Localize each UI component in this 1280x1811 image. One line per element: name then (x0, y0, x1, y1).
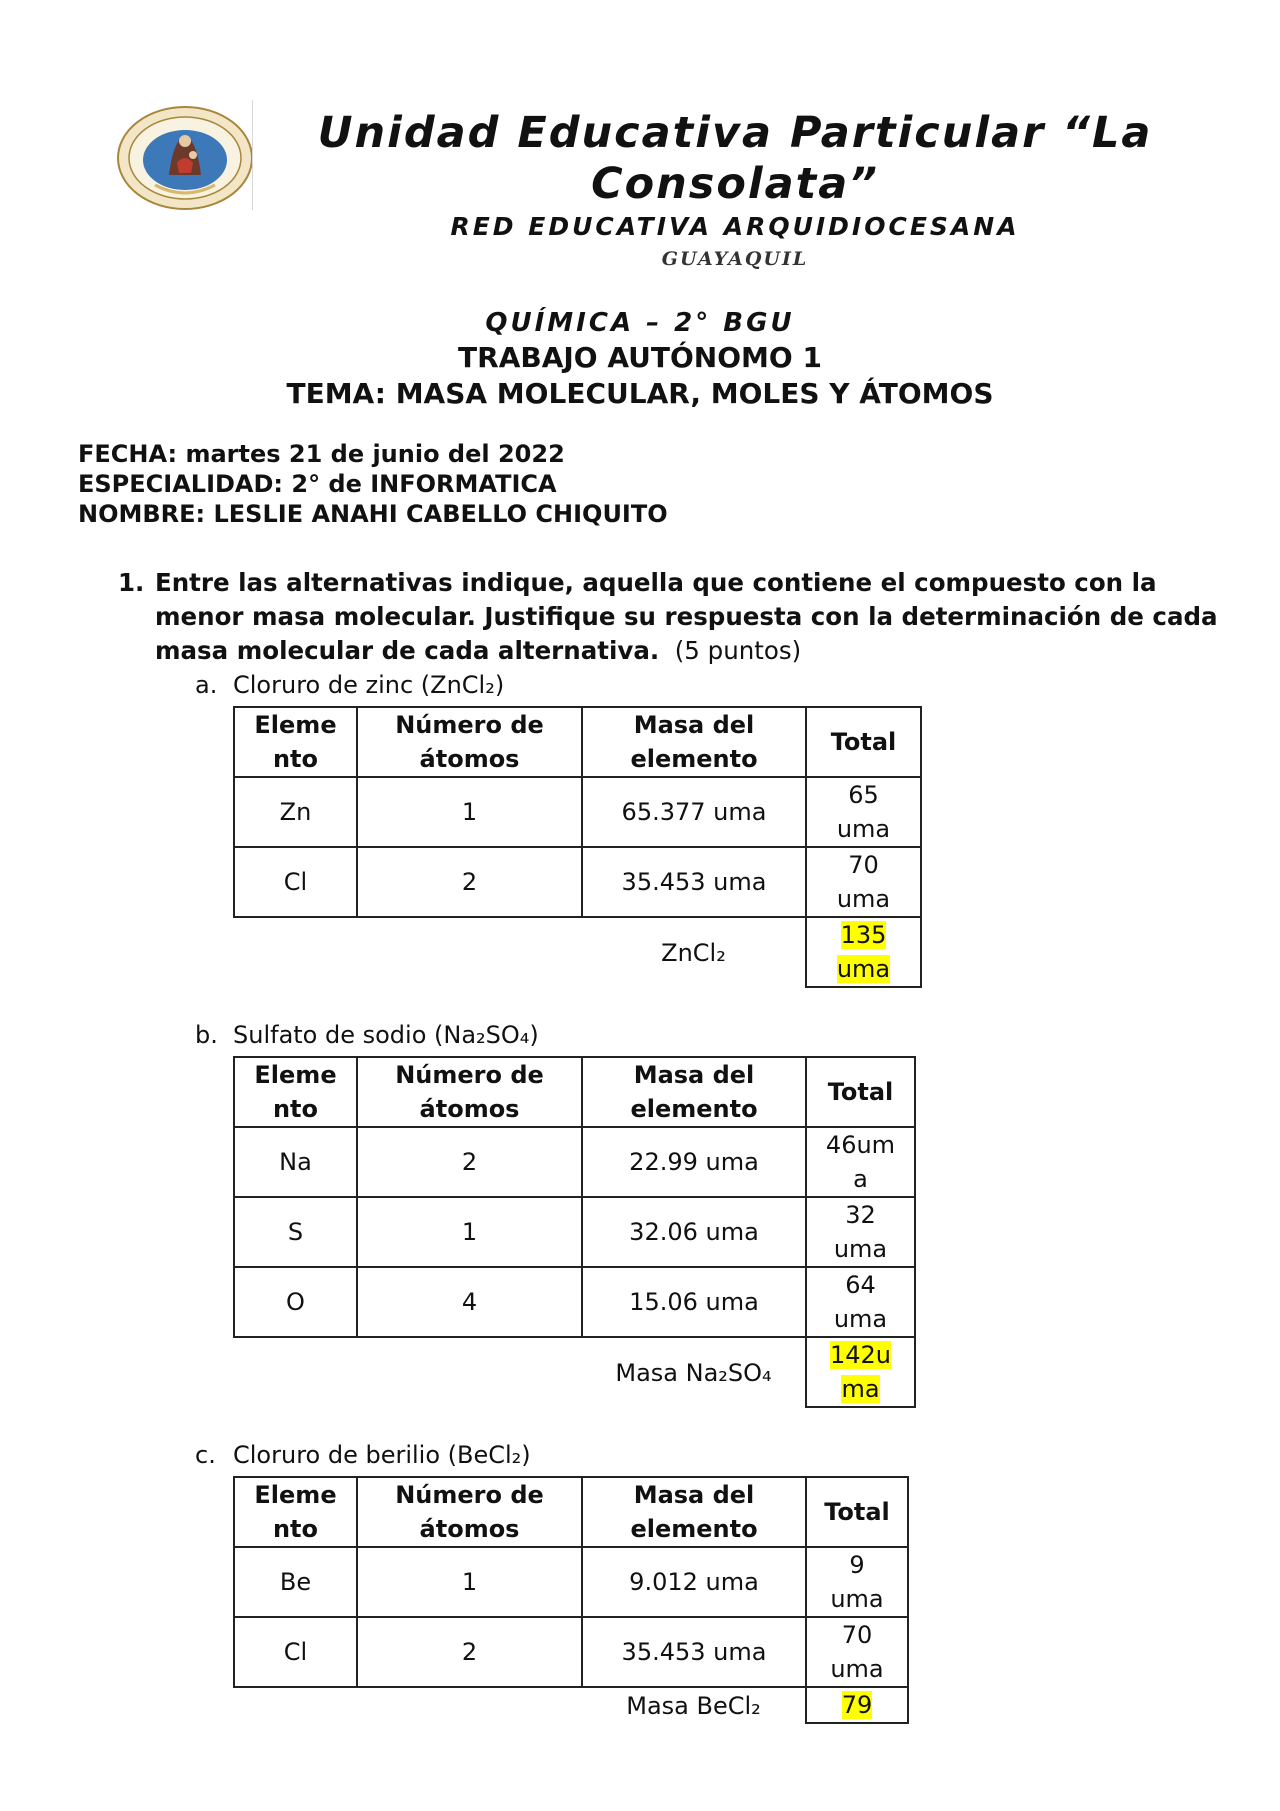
sum-total: 79 (806, 1687, 908, 1723)
cell-total: 70 uma (806, 847, 921, 917)
header-divider (252, 100, 253, 210)
cell-mass: 9.012 uma (582, 1547, 806, 1617)
header-mass: Masa del elemento (582, 707, 806, 777)
header-element: Eleme nto (234, 1477, 357, 1547)
network-name: RED EDUCATIVA ARQUIDIOCESANA (450, 212, 1020, 241)
assignment-title: TRABAJO AUTÓNOMO 1 (458, 341, 822, 374)
city-name: GUAYAQUIL (661, 248, 809, 270)
cell-mass: 32.06 uma (582, 1197, 806, 1267)
table-row (234, 777, 921, 847)
sum-label: Masa BeCl₂ (626, 1691, 761, 1720)
cell-mass: 65.377 uma (582, 777, 806, 847)
header-atoms: Número de átomos (357, 1057, 582, 1127)
table-sum-row (234, 1337, 915, 1407)
table-row (234, 1617, 908, 1687)
header-atoms: Número de átomos (357, 707, 582, 777)
header-element: Eleme nto (234, 707, 357, 777)
cell-element: O (234, 1267, 357, 1337)
cell-element: Be (234, 1547, 357, 1617)
alternative-a-label: a. Cloruro de zinc (ZnCl₂) (195, 671, 505, 699)
alternative-c-label: c. Cloruro de berilio (BeCl₂) (195, 1441, 531, 1469)
school-seal-icon (115, 105, 255, 211)
cell-total: 64 uma (806, 1267, 915, 1337)
table-header-row (234, 1477, 908, 1547)
table-sum-row (234, 917, 921, 987)
table-row (234, 1547, 908, 1617)
cell-mass: 35.453 uma (582, 1617, 806, 1687)
cell-atoms: 4 (357, 1267, 582, 1337)
cell-atoms: 2 (357, 847, 582, 917)
school-logo (115, 105, 255, 211)
cell-mass: 35.453 uma (582, 847, 806, 917)
specialty-field: ESPECIALIDAD: 2° de INFORMATICA (78, 470, 557, 498)
cell-atoms: 1 (357, 777, 582, 847)
cell-atoms: 1 (357, 1547, 582, 1617)
table-header-row (234, 1057, 915, 1127)
header-mass: Masa del elemento (582, 1477, 806, 1547)
alternative-b-label: b. Sulfato de sodio (Na₂SO₄) (195, 1021, 539, 1049)
cell-total: 9 uma (806, 1547, 908, 1617)
school-name-line1: Unidad Educativa Particular “La (317, 108, 1153, 158)
cell-total: 65 uma (806, 777, 921, 847)
table-row (234, 847, 921, 917)
header-total: Total (806, 1057, 915, 1127)
question-text: Entre las alternativas indique, aquella que contiene el compuesto con la menor masa molecular. Justifique su respuesta con la determinación de cada masa molecular de cada alternativa. (155, 568, 1218, 665)
cell-total: 70 uma (806, 1617, 908, 1687)
question-points: (5 puntos) (674, 636, 802, 665)
table-row (234, 1197, 915, 1267)
table-header-row (234, 707, 921, 777)
table-sum-row (234, 1687, 908, 1723)
cell-element: Na (234, 1127, 357, 1197)
cell-element: Cl (234, 1617, 357, 1687)
sum-label: Masa Na₂SO₄ (615, 1358, 772, 1387)
question-1 (118, 566, 1218, 668)
cell-element: S (234, 1197, 357, 1267)
date-field: FECHA: martes 21 de junio del 2022 (78, 440, 565, 468)
cell-total: 32 uma (806, 1197, 915, 1267)
table-row (234, 1267, 915, 1337)
topic-title: TEMA: MASA MOLECULAR, MOLES Y ÁTOMOS (286, 377, 994, 410)
header-atoms: Número de átomos (357, 1477, 582, 1547)
header-total: Total (806, 707, 921, 777)
cell-mass: 15.06 uma (582, 1267, 806, 1337)
sum-total: 135 uma (806, 917, 921, 987)
table-row (234, 1127, 915, 1197)
name-field: NOMBRE: LESLIE ANAHI CABELLO CHIQUITO (78, 500, 668, 528)
school-name-line2: Consolata” (591, 159, 879, 209)
question-number: 1. (118, 568, 145, 597)
subject-title: QUÍMICA – 2° BGU (485, 308, 795, 338)
school-name (270, 108, 1200, 210)
cell-element: Zn (234, 777, 357, 847)
cell-atoms: 2 (357, 1617, 582, 1687)
cell-mass: 22.99 uma (582, 1127, 806, 1197)
cell-element: Cl (234, 847, 357, 917)
cell-atoms: 1 (357, 1197, 582, 1267)
header-mass: Masa del elemento (582, 1057, 806, 1127)
sum-label: ZnCl₂ (661, 938, 726, 967)
cell-total: 46um a (806, 1127, 915, 1197)
table-becl2 (233, 1476, 909, 1724)
table-na2so4 (233, 1056, 916, 1408)
sum-total: 142u ma (806, 1337, 915, 1407)
cell-atoms: 2 (357, 1127, 582, 1197)
table-zncl2 (233, 706, 922, 988)
header-element: Eleme nto (234, 1057, 357, 1127)
header-total: Total (806, 1477, 908, 1547)
